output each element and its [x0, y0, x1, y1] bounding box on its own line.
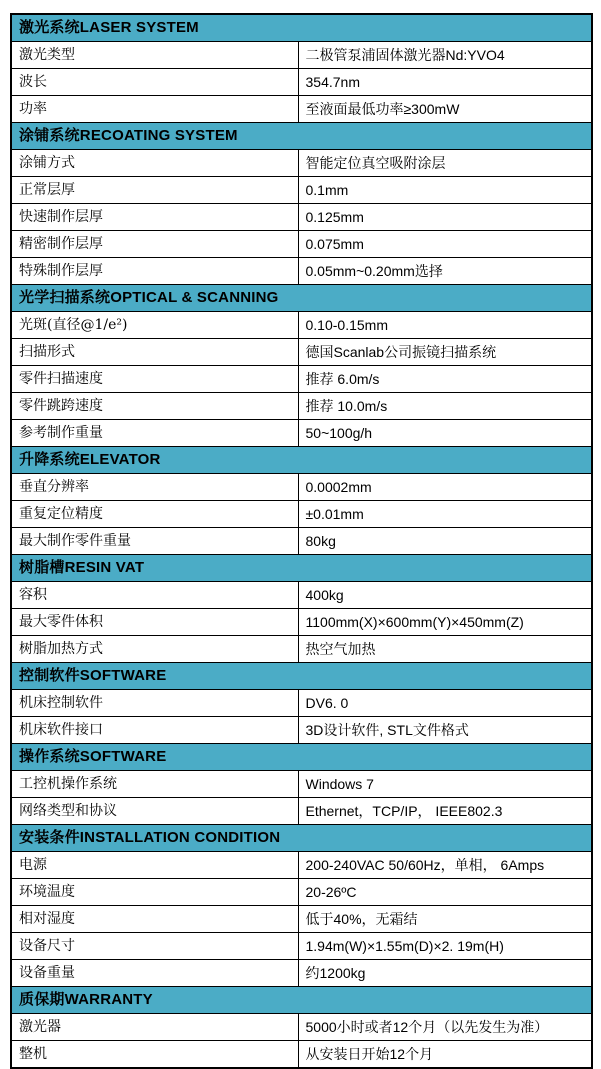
- spec-row: [11, 879, 592, 906]
- section-title: 激光系统LASER SYSTEM: [11, 14, 592, 42]
- spec-label: 精密制作层厚: [11, 231, 298, 258]
- section-header-row: [11, 744, 592, 771]
- spec-row: [11, 609, 592, 636]
- spec-row: [11, 42, 592, 69]
- spec-table: [10, 13, 593, 1069]
- spec-value: 热空气加热: [298, 636, 592, 663]
- spec-row: [11, 69, 592, 96]
- spec-value: 0.075mm: [298, 231, 592, 258]
- spec-label: 树脂加热方式: [11, 636, 298, 663]
- spec-label: 容积: [11, 582, 298, 609]
- spec-label: 快速制作层厚: [11, 204, 298, 231]
- spec-label: 特殊制作层厚: [11, 258, 298, 285]
- spec-row: [11, 960, 592, 987]
- section-header-row: [11, 123, 592, 150]
- spec-value: 至液面最低功率≥300mW: [298, 96, 592, 123]
- spec-label: 设备尺寸: [11, 933, 298, 960]
- spec-label: 整机: [11, 1041, 298, 1069]
- spec-row: [11, 582, 592, 609]
- spec-label: 激光类型: [11, 42, 298, 69]
- section-title: 光学扫描系统OPTICAL & SCANNING: [11, 285, 592, 312]
- spec-label: 重复定位精度: [11, 501, 298, 528]
- spec-row: [11, 501, 592, 528]
- spec-label: 最大制作零件重量: [11, 528, 298, 555]
- spec-label: 最大零件体积: [11, 609, 298, 636]
- spec-value: 354.7nm: [298, 69, 592, 96]
- spec-label: 设备重量: [11, 960, 298, 987]
- spec-value: ±0.01mm: [298, 501, 592, 528]
- spec-row: [11, 258, 592, 285]
- section-header-row: [11, 447, 592, 474]
- spec-row: [11, 231, 592, 258]
- section-title: 升降系统ELEVATOR: [11, 447, 592, 474]
- spec-value: Windows 7: [298, 771, 592, 798]
- spec-row: [11, 420, 592, 447]
- spec-value: 0.125mm: [298, 204, 592, 231]
- spec-value: 德国Scanlab公司振镜扫描系统: [298, 339, 592, 366]
- spec-value: 智能定位真空吸附涂层: [298, 150, 592, 177]
- spec-value: 1.94m(W)×1.55m(D)×2. 19m(H): [298, 933, 592, 960]
- spec-row: [11, 798, 592, 825]
- spec-label: 参考制作重量: [11, 420, 298, 447]
- spec-value: DV6. 0: [298, 690, 592, 717]
- spec-value: 1100mm(X)×600mm(Y)×450mm(Z): [298, 609, 592, 636]
- spec-row: [11, 177, 592, 204]
- spec-value: Ethernet，TCP/IP， IEEE802.3: [298, 798, 592, 825]
- spec-label: 光斑(直径@1/e²): [11, 312, 298, 339]
- spec-label: 工控机操作系统: [11, 771, 298, 798]
- spec-value: 推荐 10.0m/s: [298, 393, 592, 420]
- spec-value: 0.0002mm: [298, 474, 592, 501]
- spec-label: 波长: [11, 69, 298, 96]
- spec-label: 正常层厚: [11, 177, 298, 204]
- spec-row: [11, 852, 592, 879]
- spec-row: [11, 636, 592, 663]
- spec-row: [11, 771, 592, 798]
- spec-value: 200-240VAC 50/60Hz，单相， 6Amps: [298, 852, 592, 879]
- spec-value: 二极管泵浦固体激光器Nd:YVO4: [298, 42, 592, 69]
- spec-label: 相对湿度: [11, 906, 298, 933]
- spec-label: 电源: [11, 852, 298, 879]
- spec-label: 零件跳跨速度: [11, 393, 298, 420]
- spec-row: [11, 474, 592, 501]
- spec-label: 零件扫描速度: [11, 366, 298, 393]
- spec-label: 激光器: [11, 1014, 298, 1041]
- spec-label: 网络类型和协议: [11, 798, 298, 825]
- spec-row: [11, 933, 592, 960]
- spec-label: 环境温度: [11, 879, 298, 906]
- spec-value: 80kg: [298, 528, 592, 555]
- section-title: 操作系统SOFTWARE: [11, 744, 592, 771]
- section-header-row: [11, 987, 592, 1014]
- section-header-row: [11, 555, 592, 582]
- section-header-row: [11, 825, 592, 852]
- spec-label: 机床控制软件: [11, 690, 298, 717]
- spec-row: [11, 204, 592, 231]
- spec-row: [11, 528, 592, 555]
- spec-table-body: [11, 14, 592, 1068]
- spec-label: 扫描形式: [11, 339, 298, 366]
- spec-value: 50~100g/h: [298, 420, 592, 447]
- spec-row: [11, 366, 592, 393]
- spec-label: 机床软件接口: [11, 717, 298, 744]
- spec-row: [11, 906, 592, 933]
- spec-label: 功率: [11, 96, 298, 123]
- spec-row: [11, 312, 592, 339]
- spec-row: [11, 1041, 592, 1069]
- section-title: 控制软件SOFTWARE: [11, 663, 592, 690]
- section-header-row: [11, 285, 592, 312]
- spec-row: [11, 1014, 592, 1041]
- spec-value: 从安装日开始12个月: [298, 1041, 592, 1069]
- section-header-row: [11, 663, 592, 690]
- spec-value: 推荐 6.0m/s: [298, 366, 592, 393]
- spec-label: 垂直分辨率: [11, 474, 298, 501]
- spec-row: [11, 150, 592, 177]
- spec-value: 400kg: [298, 582, 592, 609]
- spec-value: 低于40%，无霜结: [298, 906, 592, 933]
- spec-row: [11, 690, 592, 717]
- section-title: 树脂槽RESIN VAT: [11, 555, 592, 582]
- spec-value: 约1200kg: [298, 960, 592, 987]
- spec-row: [11, 717, 592, 744]
- spec-row: [11, 393, 592, 420]
- spec-label: 涂铺方式: [11, 150, 298, 177]
- spec-row: [11, 339, 592, 366]
- spec-value: 5000小时或者12个月（以先发生为准）: [298, 1014, 592, 1041]
- spec-row: [11, 96, 592, 123]
- section-title: 质保期WARRANTY: [11, 987, 592, 1014]
- spec-value: 20-26ºC: [298, 879, 592, 906]
- spec-value: 0.10-0.15mm: [298, 312, 592, 339]
- section-header-row: [11, 14, 592, 42]
- spec-value: 0.05mm~0.20mm选择: [298, 258, 592, 285]
- section-title: 安装条件INSTALLATION CONDITION: [11, 825, 592, 852]
- section-title: 涂铺系统RECOATING SYSTEM: [11, 123, 592, 150]
- spec-value: 0.1mm: [298, 177, 592, 204]
- spec-value: 3D设计软件, STL文件格式: [298, 717, 592, 744]
